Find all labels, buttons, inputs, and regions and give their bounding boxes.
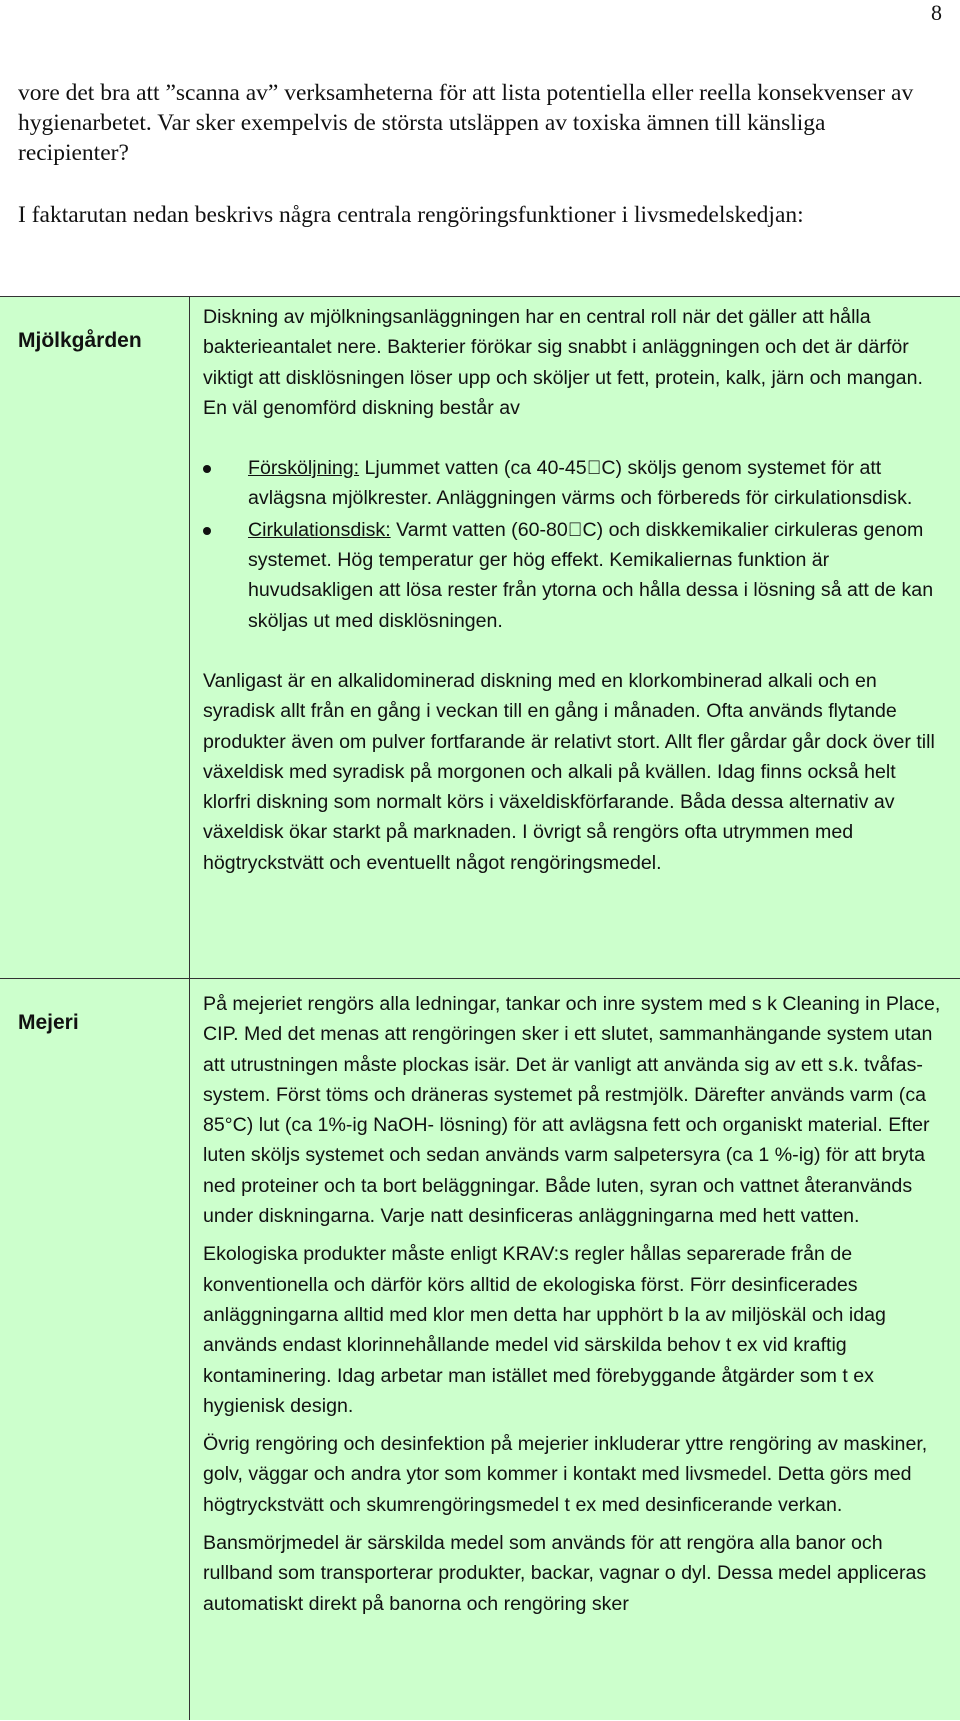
fact-box — [0, 296, 960, 1720]
mjolkgarden-paragraph-1: Diskning av mjölkningsanläggningen har en central roll när det gäller att hålla bakterieantalet nere. Bakterier förökar sig snabbt i anläggningen och det är därför viktigt att disklösningen löser upp och sköljer ut fett, protein, kalk, järn och mangan. En väl genomförd diskning består av — [203, 306, 923, 419]
mejeri-paragraph-1: På mejeriet rengörs alla ledningar, tankar och inre system med s k Cleaning in Place, CIP. Med det menas att rengöringen sker i ett slutet, sammanhängande system utan att utrustningen måste plockas isär. Det är vanligt att använda sig av ett s.k. tvåfas-system. Först töms och dräneras systemet på restmjölk. Därefter används varm (ca 85°C) lut (ca 1%-ig NaOH- lösning) för att avlägsna fett och organiskt material. Efter luten sköljs systemet och sedan används varm salpetersyra (ca 1 %-ig) för att bryta ned proteiner och ta bort beläggningar. Både luten, syran och vattnet återanvänds under diskningarna. Varje natt desinficeras anläggningarna med hett vatten. — [203, 993, 941, 1228]
mejeri-paragraph-4: Bansmörjmedel är särskilda medel som används för att rengöra alla banor och rullband som transporterar produkter, backar, vagnar o dyl. Dessa medel appliceras automatiskt direkt på banorna och rengöring sker — [203, 1532, 927, 1615]
bullet-icon — [203, 465, 211, 473]
row-label-mjolkgarden: Mjölkgården — [18, 329, 142, 352]
mejeri-paragraph-3: Övrig rengöring och desinfektion på mejerier inkluderar yttre rengöring av maskiner, golv, väggar och andra ytor som kommer i kontakt med livsmedel. Detta görs med högtryckstvätt och skumrengöringsmedel t ex med desinficerande verkan. — [203, 1433, 928, 1516]
intro-paragraph-1: vore det bra att ”scanna av” verksamheterna för att lista potentiella eller reella konsekvenser av hygienarbetet. Var sker exempelvis de största utsläppen av toxiska ämnen till känsliga recipienter? — [18, 80, 914, 166]
mejeri-paragraph-2: Ekologiska produkter måste enligt KRAV:s regler hållas separerade från de konventionella och därför körs alltid de ekologiska först. Förr desinficerades anläggningarna alltid med klor men detta har upphört b la av miljöskäl och idag används endast klorinnehållande medel vid särskilda behov t ex vid kraftig kontaminering. Idag arbetar man istället med förebyggande åtgärder som t ex hygienisk design. — [203, 1243, 886, 1417]
row-label-mejeri: Mejeri — [18, 1011, 79, 1034]
bullet-icon — [203, 527, 211, 535]
row-content-mjolkgarden — [203, 302, 945, 886]
fact-row-mejeri — [0, 978, 960, 1721]
step-term: Försköljning: — [248, 457, 360, 480]
page-number: 8 — [931, 0, 942, 25]
mjolkgarden-paragraph-2: Vanligast är en alkalidominerad diskning med en klorkombinerad alkali och en syradisk allt från en gång i veckan till en gång i månaden. Ofta används flytande produkter även om pulver fortfarande är relativt stort. Allt fler gårdar går dock över till växeldisk med syradisk på morgonen och alkali på kvällen. Idag finns också helt klorfri diskning som normalt körs i växeldiskförfarande. Båda dessa alternativ av växeldisk ökar starkt på marknaden. I övrigt så rengörs ofta utrymmen med högtryckstvätt och eventuellt något rengöringsmedel. — [203, 669, 935, 874]
step-text: Ljummet vatten (ca 40-45 C) sköljs genom systemet för att avlägsna mjölkrester. Anläggningen värms och förbereds för cirkulationsdisk. — [248, 457, 913, 510]
intro-text — [18, 78, 938, 262]
diskning-steps-list — [203, 453, 945, 636]
step-text: Varmt vatten (60-80 C) och diskkemikalier cirkuleras genom systemet. Hög temperatur ger hög effekt. Kemikaliernas funktion är huvudsakligen att lösa rester från ytorna och hålla dessa i lösning så att de kan sköljas ut med disklösningen. — [248, 518, 934, 632]
list-item — [203, 515, 945, 636]
step-term: Cirkulationsdisk: — [248, 518, 391, 541]
fact-row-mjolkgarden — [0, 297, 960, 977]
list-item — [203, 453, 945, 514]
intro-paragraph-2: I faktarutan nedan beskrivs några centrala rengöringsfunktioner i livsmedelskedjan: — [18, 202, 804, 228]
row-content-mejeri — [203, 989, 945, 1627]
